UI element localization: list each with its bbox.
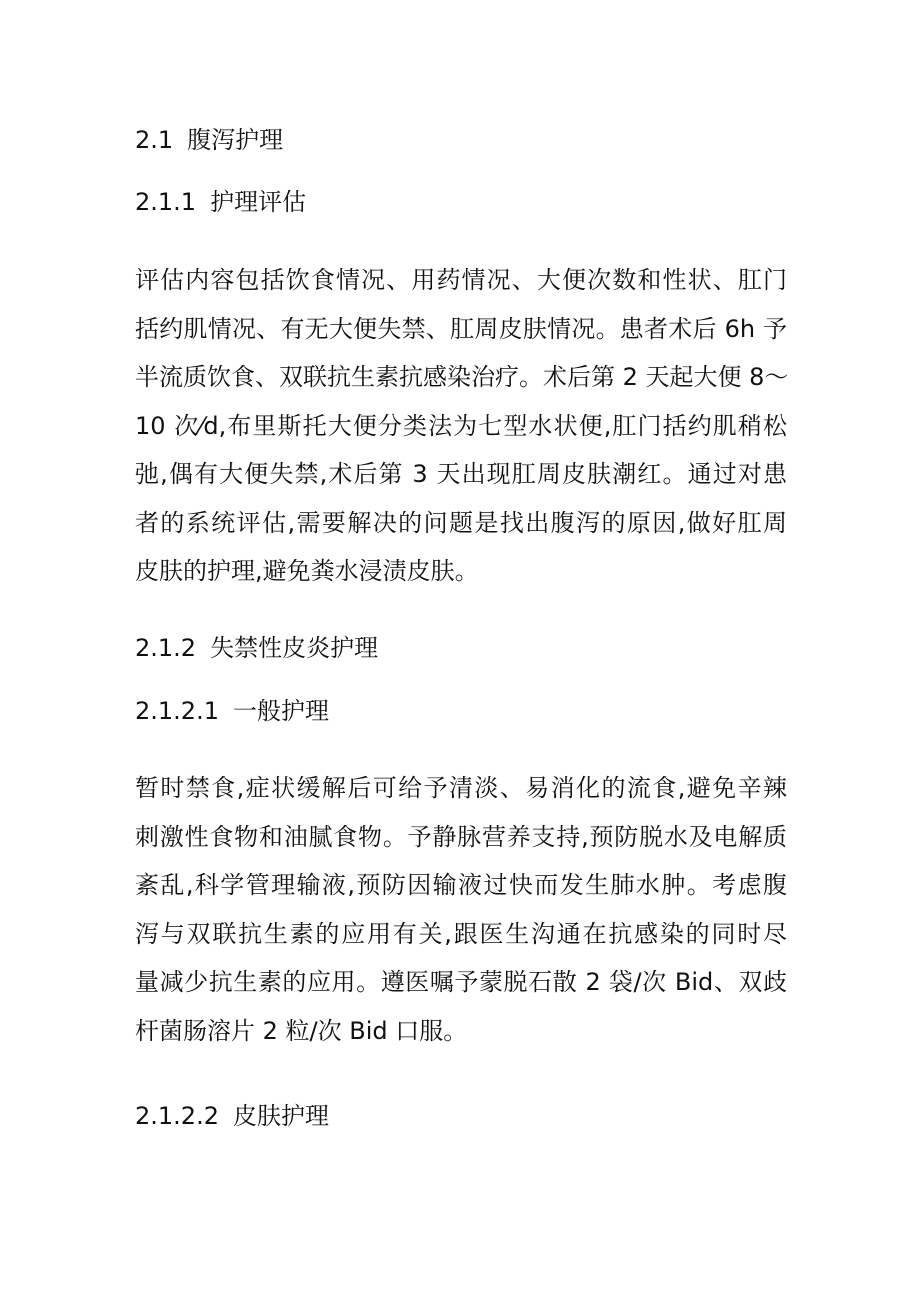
section-title: 腹泻护理 <box>187 126 284 154</box>
section-title: 皮肤护理 <box>232 1102 329 1130</box>
section-number: 2.1.2.2 <box>135 1102 219 1130</box>
heading-2-1 <box>135 124 283 156</box>
paragraph-line: 皮肤的护理,避免粪水浸渍皮肤。 <box>135 557 479 585</box>
paragraph-line: 暂时禁食,症状缓解后可给予清淡、易消化的流食,避免辛辣 <box>135 774 787 802</box>
paragraph-line: 杆菌肠溶片 2 粒/次 Bid 口服。 <box>135 1016 468 1045</box>
section-title: 一般护理 <box>232 697 329 725</box>
paragraph-line: 半流质饮食、双联抗生素抗感染治疗。术后第 2 天起大便 8～ <box>135 363 789 391</box>
paragraph-assessment <box>135 256 787 596</box>
paragraph-general-care <box>135 764 787 1055</box>
section-number: 2.1 <box>135 126 174 154</box>
paragraph-line: 紊乱,科学管理输液,预防因输液过快而发生肺水肿。考虑腹 <box>135 871 787 899</box>
paragraph-line: 刺激性食物和油腻食物。予静脉营养支持,预防脱水及电解质 <box>135 822 787 851</box>
heading-2-1-1 <box>135 186 306 218</box>
section-title: 失禁性皮炎护理 <box>210 634 379 662</box>
section-number: 2.1.2 <box>135 634 197 662</box>
section-number: 2.1.2.1 <box>135 697 219 725</box>
heading-2-1-2-1 <box>135 695 329 727</box>
paragraph-line: 量减少抗生素的应用。遵医嘱予蒙脱石散 2 袋/次 Bid、双歧 <box>135 968 787 996</box>
paragraph-line: 者的系统评估,需要解决的问题是找出腹泻的原因,做好肛周 <box>135 508 787 537</box>
section-title: 护理评估 <box>210 188 307 216</box>
paragraph-line: 10 次⁄d,布里斯托大便分类法为七型水状便,肛门括约肌稍松 <box>135 411 787 440</box>
heading-2-1-2-2 <box>135 1100 329 1132</box>
paragraph-line: 泻与双联抗生素的应用有关,跟医生沟通在抗感染的同时尽 <box>135 919 787 948</box>
paragraph-line: 括约肌情况、有无大便失禁、肛周皮肤情况。患者术后 6h 予 <box>135 314 787 343</box>
heading-2-1-2 <box>135 632 378 664</box>
section-number: 2.1.1 <box>135 188 197 216</box>
paragraph-line: 弛,偶有大便失禁,术后第 3 天出现肛周皮肤潮红。通过对患 <box>135 460 787 488</box>
paragraph-line: 评估内容包括饮食情况、用药情况、大便次数和性状、肛门 <box>135 266 787 294</box>
